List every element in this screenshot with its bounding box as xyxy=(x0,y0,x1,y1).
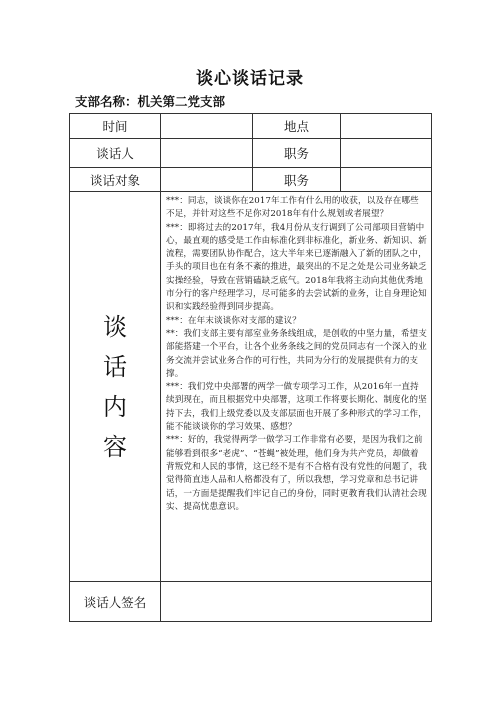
content-label-char: 谈 xyxy=(103,312,127,341)
target-label: 谈话对象 xyxy=(70,168,161,192)
content-paragraph: ***：同志，谈谈你在2017年工作有什么用的收获，以及存在哪些不足，并针对这些不足你对2018年有什么规划或者展望？ xyxy=(166,196,419,220)
target-value xyxy=(161,168,253,192)
talker-label: 谈话人 xyxy=(70,139,161,168)
target-position-value xyxy=(341,168,432,192)
talker-value xyxy=(161,139,253,168)
content-label-char: 话 xyxy=(103,352,127,381)
target-position-label: 职务 xyxy=(253,168,341,192)
content-paragraph: ***：我们党中央部署的两学一做专项学习工作，从2016年一直持续到现在，而且根据党中央部署，这项工作将要长期化、制度化的坚持下去，我们上级党委以及支部层面也开展了多种形式的学习工作，能不能谈谈你的学习效果、感想？ xyxy=(166,382,427,433)
row-talker xyxy=(70,139,432,168)
row-time-place xyxy=(70,114,432,139)
content-paragraph: ***：即将过去的2017年，我4月份从支行调到了公司部项目营销中心，最直观的感受是工作由标准化到非标准化，新业务、新知识、新流程，需要团队协作配合，这大半年来已逐渐融入了新的团队之中，手头的项目也在有条不紊的推进，最突出的不足之处是公司业务缺乏实操经验，导致在营销磕缺乏底气。2018年我将主动向其他优秀地市分行的客户经理学习，尽可能多的去尝试新的业务，让自身理论知识和实践经验得到同步提高。 xyxy=(166,222,427,313)
branch-name: 支部名称：机关第二党支部 xyxy=(75,94,226,109)
row-content xyxy=(70,192,432,582)
content-paragraph: ***：好的，我觉得两学一做学习工作非常有必要，是因为我们之前能够看到很多“老虎”、“苍蝇”被处理，他们身为共产党员，却做着背叛党和人民的事情，这已经不是有不合格有没有党性的问题了，我觉得简直违人品和人格都没有了，所以我想，学习党章和总书记讲话，一方面是提醒我们牢记自己的身份，同时更教育我们认清社会现实、提高忧患意识。 xyxy=(166,435,427,512)
content-label xyxy=(70,192,161,582)
time-label: 时间 xyxy=(70,114,161,139)
row-signature xyxy=(70,582,432,622)
talker-position-value xyxy=(341,139,432,168)
talker-position-label: 职务 xyxy=(253,139,341,168)
signature-value xyxy=(161,582,432,622)
document-title: 谈心谈话记录 xyxy=(196,69,304,89)
time-value xyxy=(161,114,253,139)
place-value xyxy=(341,114,432,139)
talk-record-table xyxy=(69,113,432,622)
row-target xyxy=(70,168,432,192)
content-label-char: 容 xyxy=(103,432,127,461)
conversation-content xyxy=(161,192,432,582)
place-label: 地点 xyxy=(253,114,341,139)
signature-label: 谈话人签名 xyxy=(70,582,161,622)
content-paragraph: ***：在年末谈谈你对支部的建议？ xyxy=(166,315,301,326)
content-label-char: 内 xyxy=(103,392,127,421)
content-paragraph: **：我们支部主要有部室业务条线组成，是创收的中坚力量，希望支部能搭建一个平台，让各个业务条线之间的党员同志有一个深入的业务交流并尝试业务合作的可行性，共同为分行的发展提供有力的支撑。 xyxy=(166,328,427,379)
